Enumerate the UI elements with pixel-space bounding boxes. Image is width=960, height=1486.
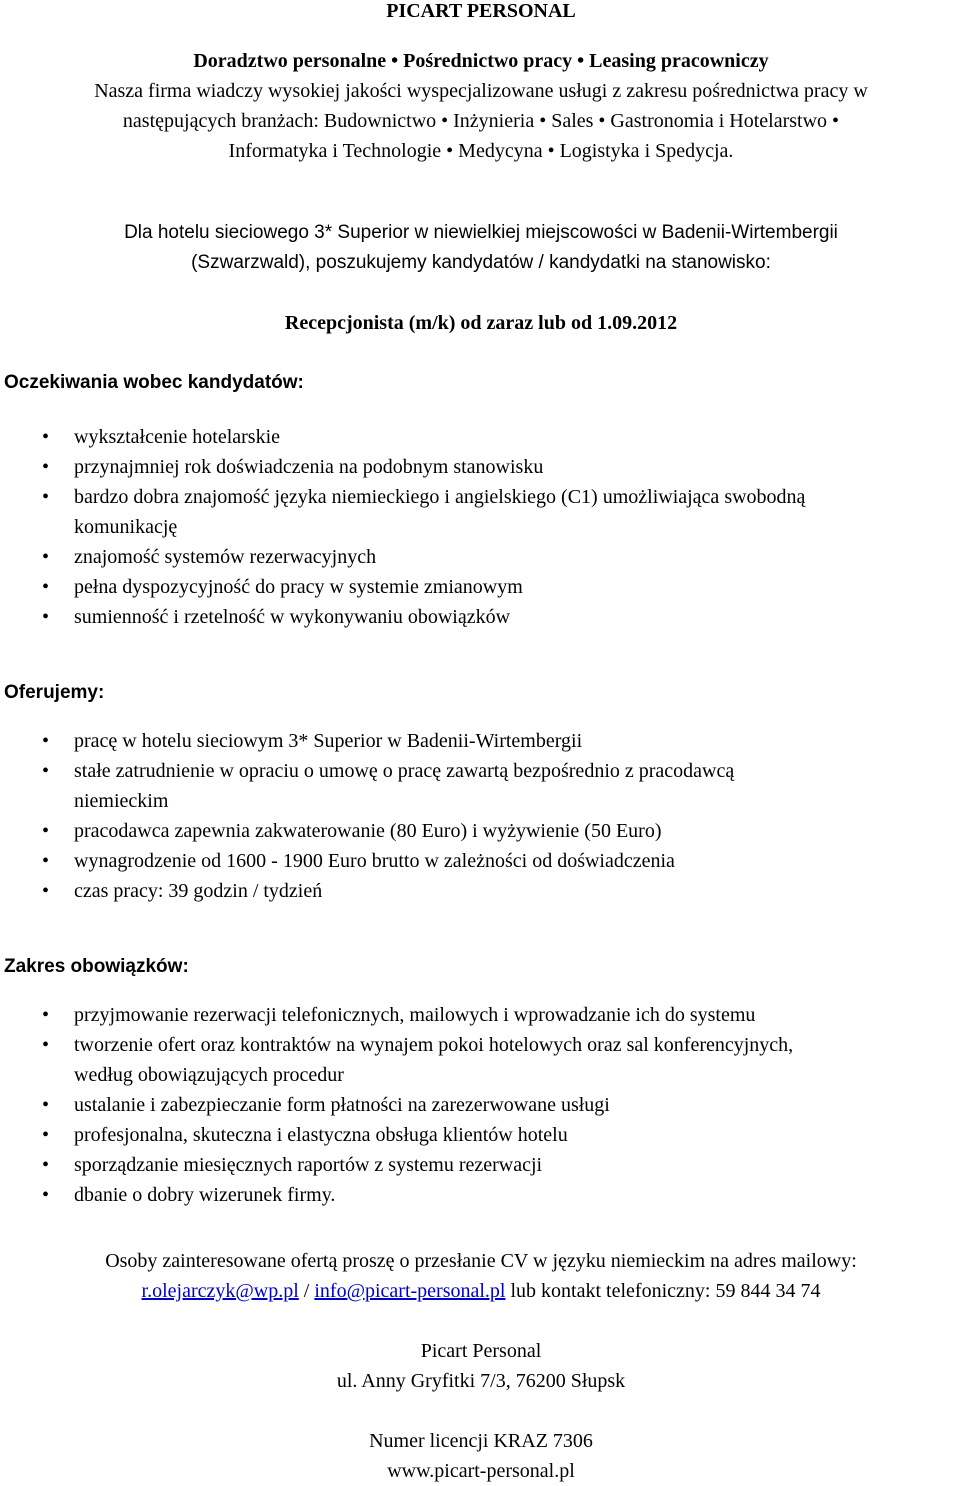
duties-list — [4, 1000, 958, 1210]
intro-line: Informatyka i Technologie • Medycyna • Logistyka i Spedycja. — [228, 140, 734, 162]
bullet-icon: • — [42, 1094, 50, 1116]
hotel-intro-line: (Szwarzwald), poszukujemy kandydatów / kandydatki na stanowisko: — [191, 252, 771, 273]
bullet-icon: • — [42, 1034, 50, 1056]
list-item — [4, 756, 958, 816]
phone-text: lub kontakt telefoniczny: 59 844 34 74 — [505, 1280, 821, 1302]
footer-company: Picart Personal — [420, 1340, 542, 1362]
list-item-text: stałe zatrudnienie w opraciu o umowę o pracę zawartą bezpośrednio z pracodawcą — [74, 760, 735, 782]
list-item — [4, 726, 958, 756]
bullet-icon: • — [42, 456, 50, 478]
bullet-icon: • — [42, 1004, 50, 1026]
benefits-heading: Oferujemy: — [4, 682, 105, 703]
list-item — [4, 1090, 958, 1120]
intro-line: Nasza firma wiadczy wysokiej jakości wyspecjalizowane usługi z zakresu pośrednictwa pracy w — [94, 80, 868, 102]
list-item-text: pracodawca zapewnia zakwaterowanie (80 Euro) i wyżywienie (50 Euro) — [74, 820, 662, 842]
hotel-intro-paragraph — [4, 218, 958, 278]
bullet-icon: • — [42, 486, 50, 508]
hotel-intro-line: Dla hotelu sieciowego 3* Superior w niewielkiej miejscowości w Badenii-Wirtembergii — [124, 222, 838, 243]
contact-links-line — [4, 1276, 958, 1306]
list-item — [4, 846, 958, 876]
bullet-icon: • — [42, 850, 50, 872]
list-item — [4, 1180, 958, 1210]
list-item-text: sumienność i rzetelność w wykonywaniu obowiązków — [74, 606, 511, 628]
email-link-olejarczyk[interactable]: r.olejarczyk@wp.pl — [141, 1280, 299, 1302]
list-item — [4, 1030, 958, 1090]
company-title: PICART PERSONAL — [386, 0, 576, 22]
list-item-text: wynagrodzenie od 1600 - 1900 Euro brutto w zależności od doświadczenia — [74, 850, 675, 872]
list-item — [4, 1150, 958, 1180]
list-item — [4, 602, 958, 632]
bullet-icon: • — [42, 1184, 50, 1206]
list-item-text: wykształcenie hotelarskie — [74, 426, 281, 448]
bullet-icon: • — [42, 606, 50, 628]
contact-line: Osoby zainteresowane ofertą proszę o przesłanie CV w języku niemieckim na adres mailowy: — [105, 1250, 857, 1272]
email-separator: / — [298, 1280, 315, 1302]
bullet-icon: • — [42, 760, 50, 782]
bullet-icon: • — [42, 1154, 50, 1176]
list-item-text: według obowiązujących procedur — [74, 1064, 344, 1086]
duties-heading: Zakres obowiązków: — [4, 956, 189, 977]
intro-paragraph — [4, 76, 958, 166]
list-item-text: przyjmowanie rezerwacji telefonicznych, mailowych i wprowadzanie ich do systemu — [74, 1004, 756, 1026]
list-item-text: niemieckim — [74, 790, 169, 812]
services-line: Doradztwo personalne • Pośrednictwo pracy • Leasing pracowniczy — [193, 50, 769, 72]
list-item-text: dbanie o dobry wizerunek firmy. — [74, 1184, 336, 1206]
list-item-text: sporządzanie miesięcznych raportów z systemu rezerwacji — [74, 1154, 543, 1176]
list-item — [4, 1120, 958, 1150]
requirements-section — [4, 368, 958, 632]
email-link-info[interactable]: info@picart-personal.pl — [314, 1280, 506, 1302]
list-item — [4, 452, 958, 482]
intro-line: następujących branżach: Budownictwo • Inżynieria • Sales • Gastronomia i Hotelarstwo • — [122, 110, 840, 132]
list-item-text: tworzenie ofert oraz kontraktów na wynajem pokoi hotelowych oraz sal konferencyjnych, — [74, 1034, 794, 1056]
list-item-text: znajomość systemów rezerwacyjnych — [74, 546, 377, 568]
bullet-icon: • — [42, 880, 50, 902]
footer-address: ul. Anny Gryfitki 7/3, 76200 Słupsk — [336, 1370, 626, 1392]
duties-section — [4, 952, 958, 1210]
bullet-icon: • — [42, 426, 50, 448]
list-item-text: profesjonalna, skuteczna i elastyczna obsługa klientów hotelu — [74, 1124, 568, 1146]
list-item — [4, 1000, 958, 1030]
footer — [4, 1336, 958, 1486]
bullet-icon: • — [42, 730, 50, 752]
list-item — [4, 572, 958, 602]
benefits-section — [4, 678, 958, 906]
list-item — [4, 876, 958, 906]
list-item — [4, 422, 958, 452]
bullet-icon: • — [42, 546, 50, 568]
position-title: Recepcjonista (m/k) od zaraz lub od 1.09.2012 — [284, 312, 678, 334]
contact-paragraph — [4, 1246, 958, 1306]
list-item-text: bardzo dobra znajomość języka niemieckiego i angielskiego (C1) umożliwiająca swobodną — [74, 486, 806, 508]
requirements-list — [4, 422, 958, 632]
list-item — [4, 816, 958, 846]
list-item-text: przynajmniej rok doświadczenia na podobnym stanowisku — [74, 456, 544, 478]
bullet-icon: • — [42, 1124, 50, 1146]
list-item-text: pracę w hotelu sieciowym 3* Superior w Badenii-Wirtembergii — [74, 730, 583, 752]
list-item — [4, 482, 958, 542]
benefits-list — [4, 726, 958, 906]
footer-website: www.picart-personal.pl — [387, 1460, 575, 1482]
requirements-heading: Oczekiwania wobec kandydatów: — [4, 372, 304, 393]
list-item-text: pełna dyspozycyjność do pracy w systemie zmianowym — [74, 576, 523, 598]
footer-license: Numer licencji KRAZ 7306 — [369, 1430, 593, 1452]
bullet-icon: • — [42, 820, 50, 842]
bullet-icon: • — [42, 576, 50, 598]
list-item — [4, 542, 958, 572]
list-item-text: komunikację — [74, 516, 178, 538]
list-item-text: czas pracy: 39 godzin / tydzień — [74, 880, 323, 902]
list-item-text: ustalanie i zabezpieczanie form płatności na zarezerwowane usługi — [74, 1094, 610, 1116]
